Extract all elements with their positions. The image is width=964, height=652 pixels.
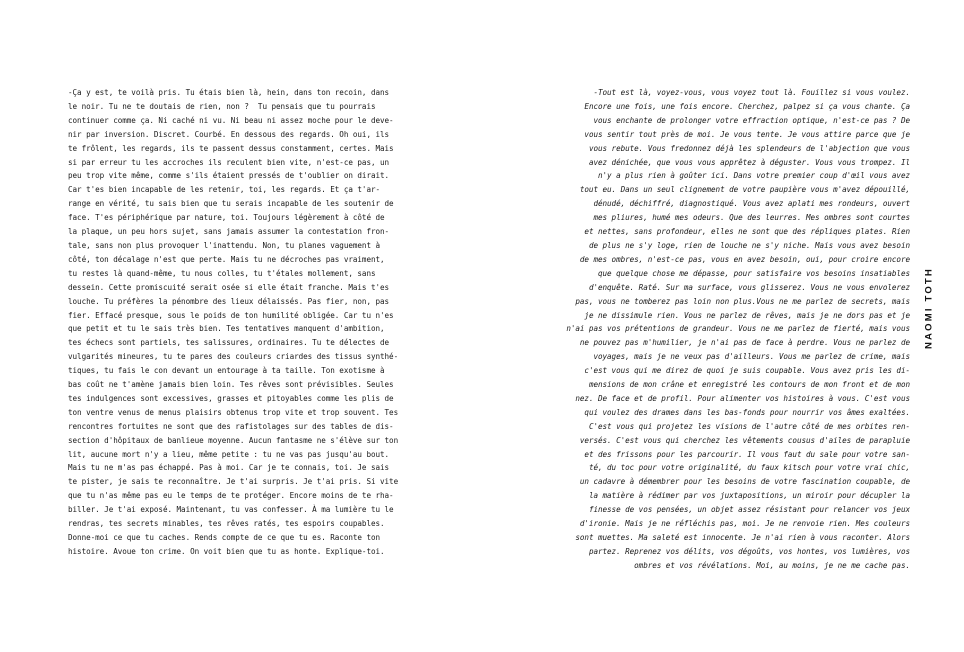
text-line: ton ventre venus de menus plaisirs obtenus trop vite et trop souvent. Tes: [68, 407, 399, 417]
text-line: et nettes, sans profondeur, elles ne sont que des répliques plates. Rien: [584, 227, 910, 237]
text-line: sont muettes. Ma saleté est innocente. Je n'ai rien à vous raconter. Alors: [575, 533, 910, 542]
text-line: je ne dissimule rien. Vous ne parlez de rêves, mais je ne dors pas et je: [584, 310, 910, 320]
text-line: partez. Reprenez vos délits, vos dégoûts, vos hontes, vos lumières, vos: [588, 546, 910, 556]
text-line: té, du toc pour votre originalité, du faux kitsch pour votre vrai chic,: [588, 463, 910, 473]
text-line: tu restes là quand-même, tu nous colles, tu t'étales mollement, sans: [68, 268, 376, 278]
text-line: dessein. Cette promiscuité serait osée si elle était franche. Mais t'es: [68, 282, 390, 292]
text-line: tes échecs sont partiels, tes salissures, ordinaires. Tu te délectes de: [68, 338, 390, 348]
text-line: la plaque, un peu hors sujet, sans jamais assumer la contestation fron-: [68, 227, 390, 237]
text-line: dénudé, déchiffré, diagnostiqué. Vous avez aplati mes rondeurs, ouvert: [593, 199, 910, 209]
text-line: un cadavre à démembrer pour les besoins de votre fascination coupable, de: [579, 477, 910, 487]
text-line: n'y a plus rien à goûter ici. Dans votre premier coup d'œil vous avez: [597, 171, 910, 181]
text-line: vulgarités mineures, tu te pares des couleurs criardes des tissus synthé-: [68, 352, 399, 362]
author-name: NAOMI TOTH: [923, 267, 935, 349]
text-line: de plus ne s'y loge, rien de louche ne s'y niche. Mais vous avez besoin: [588, 240, 910, 250]
left-page-text: [68, 86, 413, 559]
text-line: de mes ombres, n'est-ce pas, vous en avez besoin, oui, pour croire encore: [579, 254, 910, 264]
text-line: biller. Je t'ai exposé. Maintenant, tu vas confesser. À ma lumière tu le: [68, 505, 394, 515]
text-line: mes pliures, humé mes odeurs. Que des leurres. Mes ombres sont courtes: [593, 213, 910, 223]
text-line: ombres et vos révélations. Moi, au moins, je ne me cache pas.: [634, 560, 910, 570]
text-line: Mais tu ne m'as pas échappé. Pas à moi. Car je te connais, toi. Je sais: [68, 463, 390, 473]
text-line: d'enquête. Raté. Sur ma surface, vous glisserez. Vous ne vous envolerez: [588, 282, 910, 292]
text-line: mensions de mon crâne et enregistré les contours de mon front et de mon: [588, 380, 910, 390]
text-line: nez. De face et de profil. Pour alimenter vos histoires à vous. C'est vous: [575, 393, 910, 403]
text-line: vous sentir tout près de moi. Je vous tente. Je vous attire parce que je: [584, 129, 910, 139]
text-line: range en vérité, tu sais bien que tu serais incapable de les soutenir de: [68, 199, 394, 209]
text-line: tes indulgences sont excessives, grasses et pitoyables comme les plis de: [68, 393, 394, 403]
text-line: que tu n'as même pas eu le temps de te protéger. Encore moins de te rha-: [68, 491, 394, 501]
text-line: la matière à rédimer par vos juxtapositions, un miroir pour décupler la: [588, 491, 910, 501]
text-line: te pister, je sais te reconnaître. Je t'ai surpris. Je t'ai pris. Si vite: [68, 477, 399, 487]
text-line: d'ironie. Mais je ne réfléchis pas, moi. Je ne renvoie rien. Mes couleurs: [579, 519, 910, 529]
text-line: section d'hôpitaux de banlieue moyenne. Aucun fantasme ne s'élève sur ton: [68, 435, 399, 445]
text-line: tout eu. Dans un seul clignement de votre paupière vous m'avez dépouillé,: [579, 185, 910, 195]
text-line: lit, aucune mort n'y a lieu, même petite : tu ne vas pas jusqu'au bout.: [68, 449, 390, 459]
text-line: bas coût ne t'amène jamais bien loin. Tes rêves sont prévisibles. Seules: [68, 380, 394, 390]
text-line: -Tout est là, voyez-vous, vous voyez tout là. Fouillez si vous voulez.: [593, 88, 910, 97]
text-line: côté, ton décalage n'est que perte. Mais tu ne décroches pas vraiment,: [68, 254, 385, 264]
text-line: face. T'es périphérique par nature, toi. Toujours légèrement à côté de: [68, 213, 385, 223]
text-line: que quelque chose me dépasse, pour satisfaire vos besoins insatiables: [597, 268, 910, 278]
text-line: que petit et tu le sais très bien. Tes tentatives manquent d'ambition,: [68, 324, 385, 334]
text-line: finesse de vos pensées, un objet assez résistant pour relancer vos jeux: [588, 505, 910, 515]
text-line: -Ça y est, te voilà pris. Tu étais bien là, hein, dans ton recoin, dans: [68, 88, 390, 97]
text-line: voyages, mais je ne veux pas d'ailleurs. Vous me parlez de crime, mais: [593, 352, 910, 362]
text-line: fier. Effacé presque, sous le poids de ton humilité obligée. Car tu n'es: [68, 310, 394, 320]
text-line: nir par inversion. Discret. Courbé. En dessous des regards. Oh oui, ils: [68, 129, 390, 139]
text-line: Donne-moi ce que tu caches. Rends compte de ce que tu es. Raconte ton: [68, 533, 381, 542]
text-line: Encore une fois, une fois encore. Cherchez, palpez si ça vous chante. Ça: [584, 101, 910, 111]
text-line: louche. Tu préfères la pénombre des lieux délaissés. Pas fier, non, pas: [68, 296, 390, 306]
text-line: qui voulez des drames dans les bas-fonds pour nourrir vos âmes exaltées.: [584, 407, 910, 417]
text-line: et des frissons pour les parcourir. Il vous faut du sale pour votre san-: [584, 449, 910, 459]
text-line: le noir. Tu ne te doutais de rien, non ? Tu pensais que tu pourrais: [68, 101, 376, 111]
text-line: peu trop vite même, comme s'ils étaient pressés de t'oublier on dirait.: [68, 171, 390, 181]
text-line: te frôlent, les regards, ils te passent dessus constamment, certes. Mais: [68, 143, 394, 153]
text-line: C'est vous qui projetez les visions de l'autre côté de mes orbites ren-: [588, 421, 910, 431]
text-line: c'est vous qui me direz de quoi je suis coupable. Vous avez pris les di-: [584, 366, 910, 376]
text-line: vous rebute. Vous fredonnez déjà les splendeurs de l'abjection que vous: [588, 143, 910, 153]
text-line: continuer comme ça. Ni caché ni vu. Ni beau ni assez moche pour le deve-: [68, 115, 394, 125]
text-line: rencontres fortuites ne sont que des rafistolages sur des tables de dis-: [68, 421, 394, 431]
text-line: tale, sans non plus provoquer l'inattendu. Non, tu planes vaguement à: [68, 240, 381, 250]
text-line: n'ai pas vos prétentions de grandeur. Vous ne me parlez de fierté, mais vous: [566, 324, 910, 334]
text-line: rendras, tes secrets minables, tes rêves ratés, tes espoirs coupables.: [68, 519, 385, 529]
text-line: avez dénichée, que vous vous apprêtez à déguster. Vous vous trompez. Il: [588, 157, 910, 167]
text-line: ne pouvez pas m'humilier, je n'ai pas de face à perdre. Vous ne parlez de: [579, 338, 910, 348]
text-line: tiques, tu fais le con devant un entourage à ta taille. Ton exotisme à: [68, 366, 385, 376]
right-page-text: [544, 86, 910, 573]
text-line: versés. C'est vous qui cherchez les vêtements cousus d'ailes de parapluie: [579, 435, 910, 445]
text-line: vous enchante de prolonger votre effraction optique, n'est-ce pas ? De: [593, 115, 910, 125]
text-line: Car t'es bien incapable de les retenir, toi, les regards. Et ça t'ar-: [68, 185, 381, 195]
text-line: histoire. Avoue ton crime. On voit bien que tu as honte. Explique-toi.: [68, 546, 385, 556]
text-line: pas, vous ne tomberez pas loin non plus.Vous ne me parlez de secrets, mais: [575, 296, 910, 306]
text-line: si par erreur tu les accroches ils reculent bien vite, n'est-ce pas, un: [68, 157, 390, 167]
